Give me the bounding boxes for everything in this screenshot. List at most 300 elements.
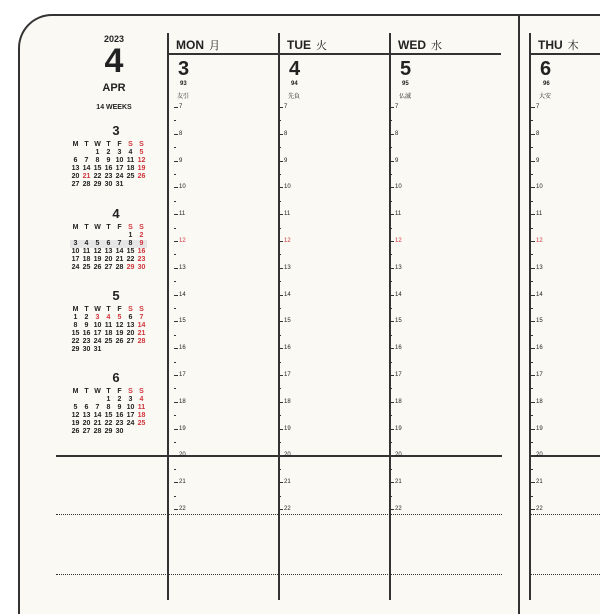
year-label: 2023 <box>103 34 125 44</box>
mini-calendar-date[interactable]: 9 <box>117 404 122 411</box>
weekday-label: S <box>128 388 133 395</box>
weekday-label: F <box>117 224 122 231</box>
mini-calendar-date[interactable]: 21 <box>115 256 124 263</box>
mini-calendar-date[interactable]: 30 <box>82 346 91 353</box>
hour-label: 10 <box>284 184 291 191</box>
mini-calendar-date[interactable]: 19 <box>71 420 80 427</box>
mini-calendar-week-row <box>70 412 162 420</box>
mini-calendar-date[interactable]: 7 <box>84 157 89 164</box>
mini-calendar-date[interactable]: 4 <box>139 396 144 403</box>
mini-calendar-date[interactable]: 14 <box>82 165 91 172</box>
mini-calendar-date[interactable]: 20 <box>104 256 113 263</box>
mini-calendar-date[interactable]: 17 <box>93 330 102 337</box>
mini-calendar-date[interactable]: 29 <box>104 428 113 435</box>
weekday-label: M <box>72 141 79 148</box>
hour-tick <box>279 268 283 269</box>
hour-tick <box>174 375 178 376</box>
mini-calendar-date <box>125 428 136 436</box>
half-hour-tick <box>390 174 392 175</box>
day-name: TUE <box>287 38 311 52</box>
mini-calendar-date[interactable]: 31 <box>115 181 124 188</box>
hour-label: 18 <box>536 398 543 405</box>
mini-calendar-date[interactable]: 23 <box>104 173 113 180</box>
mini-calendar-date[interactable]: 4 <box>81 240 92 248</box>
half-hour-tick <box>531 415 533 416</box>
hour-label: 14 <box>179 291 186 298</box>
half-hour-tick <box>279 442 281 443</box>
mini-calendar-date[interactable]: 11 <box>126 157 135 164</box>
mini-calendar-date[interactable]: 12 <box>71 412 80 419</box>
hour-tick <box>279 375 283 376</box>
half-hour-tick <box>390 228 392 229</box>
mini-calendar-date[interactable]: 28 <box>93 428 102 435</box>
mini-calendar-week-row <box>70 322 162 330</box>
mini-calendar-date[interactable]: 29 <box>71 346 80 353</box>
weekday-label: S <box>128 224 133 231</box>
mini-calendar-week-row <box>70 330 162 338</box>
half-hour-tick <box>531 201 533 202</box>
half-hour-tick <box>390 496 392 497</box>
mini-calendar-date <box>136 181 147 189</box>
hour-label: 22 <box>395 506 402 512</box>
day-of-year: 93 <box>180 81 187 87</box>
mini-calendar-date[interactable]: 23 <box>82 338 91 345</box>
hour-label: 14 <box>284 291 291 298</box>
hour-tick <box>279 402 283 403</box>
day-header <box>176 37 220 53</box>
hour-tick <box>390 161 394 162</box>
half-hour-tick <box>279 201 281 202</box>
mini-calendar-week-row <box>70 149 162 157</box>
mini-calendar-date[interactable]: 10 <box>115 157 124 164</box>
mini-calendar-date[interactable]: 16 <box>82 330 91 337</box>
hour-label: 9 <box>179 157 183 164</box>
mini-calendar-date[interactable]: 14 <box>93 412 102 419</box>
hour-label: 7 <box>536 104 540 110</box>
hour-label: 21 <box>179 479 186 486</box>
hour-label: 12 <box>179 238 186 244</box>
mini-calendar-week-row <box>70 338 162 346</box>
half-hour-tick <box>279 469 281 470</box>
hour-label: 17 <box>179 372 186 378</box>
half-hour-tick <box>390 308 392 309</box>
mini-calendar-month-4 <box>70 207 162 272</box>
hour-label: 10 <box>179 184 186 191</box>
mini-calendar-date[interactable]: 26 <box>137 173 146 180</box>
hour-label: 18 <box>179 398 186 405</box>
weekday-label: T <box>84 141 89 148</box>
half-hour-tick <box>531 496 533 497</box>
mini-calendar-date <box>70 232 81 240</box>
half-hour-tick <box>390 201 392 202</box>
half-hour-tick <box>279 254 281 255</box>
half-hour-tick <box>531 388 533 389</box>
mini-calendar-date[interactable]: 26 <box>93 264 102 271</box>
half-hour-tick <box>174 120 176 121</box>
hour-tick <box>390 375 394 376</box>
mini-calendar-date[interactable]: 4 <box>128 149 133 156</box>
mini-calendar-date[interactable]: 2 <box>84 314 89 321</box>
hour-label: 16 <box>179 345 186 352</box>
mini-calendar-month-5 <box>70 289 162 354</box>
hour-label: 13 <box>284 264 291 271</box>
half-hour-tick <box>174 362 176 363</box>
mini-calendar-date[interactable]: 6 <box>73 157 78 164</box>
mini-calendar-date[interactable]: 13 <box>126 322 135 329</box>
hour-tick <box>531 134 535 135</box>
notes-dotted-line <box>56 514 502 515</box>
mini-calendar-date <box>70 396 81 404</box>
half-hour-tick <box>174 228 176 229</box>
mini-calendar-date[interactable]: 24 <box>115 173 124 180</box>
mini-calendar-date[interactable]: 18 <box>82 256 91 263</box>
half-hour-tick <box>279 228 281 229</box>
mini-calendar-date[interactable]: 5 <box>73 404 78 411</box>
mini-calendar-date[interactable]: 28 <box>115 264 124 271</box>
mini-calendar-date[interactable]: 8 <box>95 157 100 164</box>
mini-calendar-date[interactable]: 1 <box>95 149 100 156</box>
mini-calendar-date[interactable]: 13 <box>104 248 113 255</box>
mini-calendar-date <box>114 232 125 240</box>
mini-calendar-date[interactable]: 19 <box>93 256 102 263</box>
hour-tick <box>390 187 394 188</box>
hour-label: 13 <box>179 264 186 271</box>
month-name: APR <box>102 82 126 94</box>
mini-calendar-date[interactable]: 31 <box>93 346 102 353</box>
hour-tick <box>279 509 283 510</box>
mini-calendar-month-number: 6 <box>112 370 120 385</box>
hour-label: 12 <box>395 238 402 244</box>
hour-tick <box>531 295 535 296</box>
hour-label: 20 <box>395 452 402 459</box>
half-hour-tick <box>174 442 176 443</box>
hour-label: 20 <box>536 452 543 459</box>
mini-calendar-week-row <box>70 428 162 436</box>
mini-calendar-date[interactable]: 24 <box>93 338 102 345</box>
hour-label: 18 <box>284 398 291 405</box>
hour-tick <box>390 321 394 322</box>
mini-calendar-date[interactable]: 17 <box>126 412 135 419</box>
mini-calendar-date[interactable]: 5 <box>117 314 122 321</box>
mini-calendar-date[interactable]: 27 <box>71 181 80 188</box>
hour-label: 15 <box>179 318 186 325</box>
hour-label: 20 <box>284 452 291 459</box>
mini-calendar-date[interactable]: 30 <box>115 428 124 435</box>
hour-tick <box>390 295 394 296</box>
rokuyo-label: 友引 <box>177 94 190 100</box>
mini-calendar-week-row <box>70 256 162 264</box>
hour-label: 9 <box>395 157 399 164</box>
mini-calendar-date[interactable]: 16 <box>137 248 146 255</box>
day-kanji: 月 <box>209 40 220 52</box>
mini-calendar-date[interactable]: 12 <box>137 157 146 164</box>
mini-calendar-date[interactable]: 23 <box>115 420 124 427</box>
mini-calendar-date[interactable]: 21 <box>82 173 91 180</box>
half-hour-tick <box>174 496 176 497</box>
half-hour-tick <box>174 254 176 255</box>
mini-calendar-date[interactable]: 1 <box>106 396 111 403</box>
hour-tick <box>390 429 394 430</box>
mini-calendar-date[interactable]: 15 <box>104 412 113 419</box>
mini-calendar-date[interactable]: 16 <box>104 165 113 172</box>
mini-calendar-date[interactable]: 2 <box>106 149 111 156</box>
mini-calendar-date[interactable]: 18 <box>104 330 113 337</box>
mini-calendar-date[interactable]: 5 <box>92 240 103 248</box>
mini-calendar-date[interactable]: 25 <box>104 338 113 345</box>
hour-tick <box>531 268 535 269</box>
half-hour-tick <box>531 147 533 148</box>
half-hour-tick <box>390 415 392 416</box>
half-hour-tick <box>390 254 392 255</box>
day-kanji: 木 <box>567 40 579 52</box>
hour-tick <box>174 161 178 162</box>
mini-calendar-date[interactable]: 21 <box>93 420 102 427</box>
rokuyo-label: 大安 <box>539 94 552 100</box>
time-scale <box>279 104 299 512</box>
mini-calendar-date[interactable]: 15 <box>93 165 102 172</box>
mini-calendar-date[interactable]: 2 <box>139 232 144 239</box>
mini-calendar-date[interactable]: 17 <box>115 165 124 172</box>
mini-calendar-date[interactable]: 27 <box>104 264 113 271</box>
mini-calendar-date[interactable]: 15 <box>126 248 135 255</box>
mini-calendar-date[interactable]: 7 <box>139 314 144 321</box>
hour-tick <box>390 509 394 510</box>
mini-calendar-date <box>70 149 81 157</box>
half-hour-tick <box>279 362 281 363</box>
mini-calendar-date[interactable]: 6 <box>128 314 133 321</box>
mini-calendar-date[interactable]: 22 <box>93 173 102 180</box>
mini-calendar-week-row <box>70 404 162 412</box>
half-hour-tick <box>531 174 533 175</box>
half-hour-tick <box>174 201 176 202</box>
hour-tick <box>531 107 535 108</box>
mini-calendar-date[interactable]: 22 <box>71 338 80 345</box>
mini-calendar-date[interactable]: 20 <box>126 330 135 337</box>
mini-calendar-date[interactable]: 3 <box>128 396 133 403</box>
hour-tick <box>174 134 178 135</box>
half-hour-tick <box>174 147 176 148</box>
hour-label: 11 <box>179 211 186 218</box>
mini-calendar-date[interactable]: 26 <box>115 338 124 345</box>
mini-calendar-date[interactable]: 24 <box>126 420 135 427</box>
hour-label: 21 <box>536 479 543 486</box>
mini-calendar-date[interactable]: 29 <box>93 181 102 188</box>
mini-calendar-date[interactable]: 14 <box>137 322 146 329</box>
hour-tick <box>174 482 178 483</box>
time-scale <box>390 104 410 512</box>
mini-calendar-date[interactable]: 9 <box>106 157 111 164</box>
mini-calendar-date[interactable]: 27 <box>82 428 91 435</box>
weekday-label: M <box>72 388 79 395</box>
hour-label: 12 <box>284 238 291 244</box>
hour-tick <box>279 107 283 108</box>
hour-tick <box>279 429 283 430</box>
hour-tick <box>174 402 178 403</box>
mini-calendar-date[interactable]: 9 <box>84 322 89 329</box>
hour-tick <box>279 295 283 296</box>
mini-calendar-date[interactable]: 1 <box>73 314 78 321</box>
mini-calendar-date[interactable]: 3 <box>117 149 122 156</box>
mini-calendar-date <box>136 428 147 436</box>
hour-label: 16 <box>395 345 402 352</box>
day-date: 4 <box>289 58 301 80</box>
mini-calendar-week-row <box>70 264 162 272</box>
mini-calendar-date[interactable]: 11 <box>137 404 146 411</box>
mini-calendar-date[interactable]: 29 <box>126 264 135 271</box>
mini-calendar-date[interactable]: 16 <box>115 412 124 419</box>
hour-label: 20 <box>179 452 186 459</box>
weekday-label: S <box>139 141 144 148</box>
hour-tick <box>279 482 283 483</box>
mini-calendar-month-3 <box>70 124 162 189</box>
mini-calendar-date[interactable]: 13 <box>82 412 91 419</box>
mini-calendar-month-number: 3 <box>112 123 120 138</box>
mini-calendar-date[interactable]: 30 <box>137 264 146 271</box>
hour-label: 15 <box>536 318 543 325</box>
half-hour-tick <box>531 469 533 470</box>
hour-tick <box>390 241 394 242</box>
mini-calendar-date[interactable]: 10 <box>93 322 102 329</box>
mini-calendar-week-row <box>70 157 162 165</box>
mini-calendar-date[interactable]: 28 <box>137 338 146 345</box>
hour-tick <box>279 321 283 322</box>
mini-calendar-date[interactable]: 12 <box>115 322 124 329</box>
hour-label: 16 <box>284 345 291 352</box>
hour-tick <box>531 161 535 162</box>
mini-calendar-date[interactable]: 10 <box>126 404 135 411</box>
mini-calendar-date[interactable]: 28 <box>82 181 91 188</box>
mini-calendar-date[interactable]: 9 <box>136 240 147 248</box>
mini-calendar-date[interactable]: 14 <box>115 248 124 255</box>
half-hour-tick <box>390 147 392 148</box>
mini-calendar-date[interactable]: 6 <box>84 404 89 411</box>
mini-calendar-date[interactable]: 26 <box>71 428 80 435</box>
mini-calendar-week-row <box>70 240 162 248</box>
hour-tick <box>531 348 535 349</box>
half-hour-tick <box>390 388 392 389</box>
weekday-label: F <box>117 141 122 148</box>
mini-calendar-week-row <box>70 420 162 428</box>
day-name: MON <box>176 38 204 52</box>
mini-calendar-date[interactable]: 27 <box>126 338 135 345</box>
hour-label: 12 <box>536 238 543 244</box>
notes-dotted-line <box>529 574 600 575</box>
hour-tick <box>531 321 535 322</box>
weekday-label: W <box>94 388 101 395</box>
mini-calendar-date[interactable]: 19 <box>137 165 146 172</box>
hour-label: 22 <box>536 506 543 512</box>
hour-label: 7 <box>179 104 183 110</box>
weeks-label: 14 WEEKS <box>96 104 132 111</box>
mini-calendar-date[interactable]: 8 <box>125 240 136 248</box>
hour-tick <box>531 509 535 510</box>
mini-calendar-date[interactable]: 5 <box>139 149 144 156</box>
mini-calendar-date[interactable]: 21 <box>137 330 146 337</box>
mini-calendar-date[interactable]: 1 <box>128 232 133 239</box>
half-hour-tick <box>531 362 533 363</box>
hour-label: 16 <box>536 345 543 352</box>
mini-calendar-date <box>103 346 114 354</box>
mini-calendar-date[interactable]: 22 <box>104 420 113 427</box>
half-hour-tick <box>531 228 533 229</box>
weekday-label: M <box>72 224 79 231</box>
mini-calendar-date[interactable]: 8 <box>106 404 111 411</box>
mini-calendar-date[interactable]: 3 <box>95 314 100 321</box>
mini-calendar-weekday-row <box>70 388 162 396</box>
weekday-label: S <box>139 224 144 231</box>
mini-calendar-date[interactable]: 20 <box>82 420 91 427</box>
hour-tick <box>531 482 535 483</box>
hour-label: 22 <box>179 506 186 512</box>
day-of-year: 96 <box>543 81 550 87</box>
mini-calendar-date[interactable]: 24 <box>71 264 80 271</box>
half-hour-tick <box>279 174 281 175</box>
hour-label: 19 <box>179 425 186 432</box>
mini-calendar-date[interactable]: 7 <box>114 240 125 248</box>
day-kanji: 火 <box>316 40 327 52</box>
day-name: WED <box>398 38 426 52</box>
hour-label: 8 <box>536 130 540 137</box>
hour-tick <box>279 161 283 162</box>
day-header <box>538 37 579 53</box>
mini-calendar-date[interactable]: 7 <box>95 404 100 411</box>
hour-tick <box>390 107 394 108</box>
half-hour-tick <box>174 415 176 416</box>
mini-calendar-date[interactable]: 6 <box>103 240 114 248</box>
weekday-label: S <box>139 388 144 395</box>
mini-calendar-month-number: 5 <box>112 288 120 303</box>
mini-calendar-date[interactable]: 4 <box>106 314 111 321</box>
hour-tick <box>531 402 535 403</box>
mini-calendar-date[interactable]: 2 <box>117 396 122 403</box>
hour-tick <box>174 321 178 322</box>
weekday-label: M <box>72 306 79 313</box>
mini-calendar-date[interactable]: 25 <box>82 264 91 271</box>
hour-tick <box>279 214 283 215</box>
mini-calendar-date <box>92 232 103 240</box>
mini-calendar-date[interactable]: 11 <box>82 248 91 255</box>
mini-calendar-date[interactable]: 13 <box>71 165 80 172</box>
day-date: 3 <box>178 58 190 80</box>
mini-calendar-date[interactable]: 23 <box>137 256 146 263</box>
mini-calendar-date[interactable]: 10 <box>71 248 80 255</box>
header-underline <box>529 53 600 55</box>
mini-calendar-date[interactable]: 8 <box>73 322 78 329</box>
mini-calendar-date[interactable]: 15 <box>71 330 80 337</box>
mini-calendar-date[interactable]: 11 <box>104 322 113 329</box>
mini-calendar-date[interactable]: 18 <box>126 165 135 172</box>
mini-calendar-date[interactable]: 17 <box>71 256 80 263</box>
hour-tick <box>174 455 178 456</box>
half-hour-tick <box>174 174 176 175</box>
mini-calendar-date[interactable]: 12 <box>93 248 102 255</box>
mini-calendar-date[interactable]: 25 <box>126 173 135 180</box>
hour-label: 8 <box>284 130 288 137</box>
rokuyo-label: 先負 <box>288 94 301 100</box>
mini-calendar-date <box>103 232 114 240</box>
mini-calendar-date[interactable]: 22 <box>126 256 135 263</box>
half-hour-tick <box>174 281 176 282</box>
mini-calendar-date[interactable]: 18 <box>137 412 146 419</box>
time-scale <box>531 104 551 512</box>
mini-calendar-date[interactable]: 20 <box>71 173 80 180</box>
mini-calendar-date[interactable]: 3 <box>70 240 81 248</box>
mini-calendar-date[interactable]: 30 <box>104 181 113 188</box>
mini-calendar-date[interactable]: 19 <box>115 330 124 337</box>
hour-tick <box>279 348 283 349</box>
hour-label: 13 <box>536 264 543 271</box>
mini-calendar-date[interactable]: 25 <box>137 420 146 427</box>
